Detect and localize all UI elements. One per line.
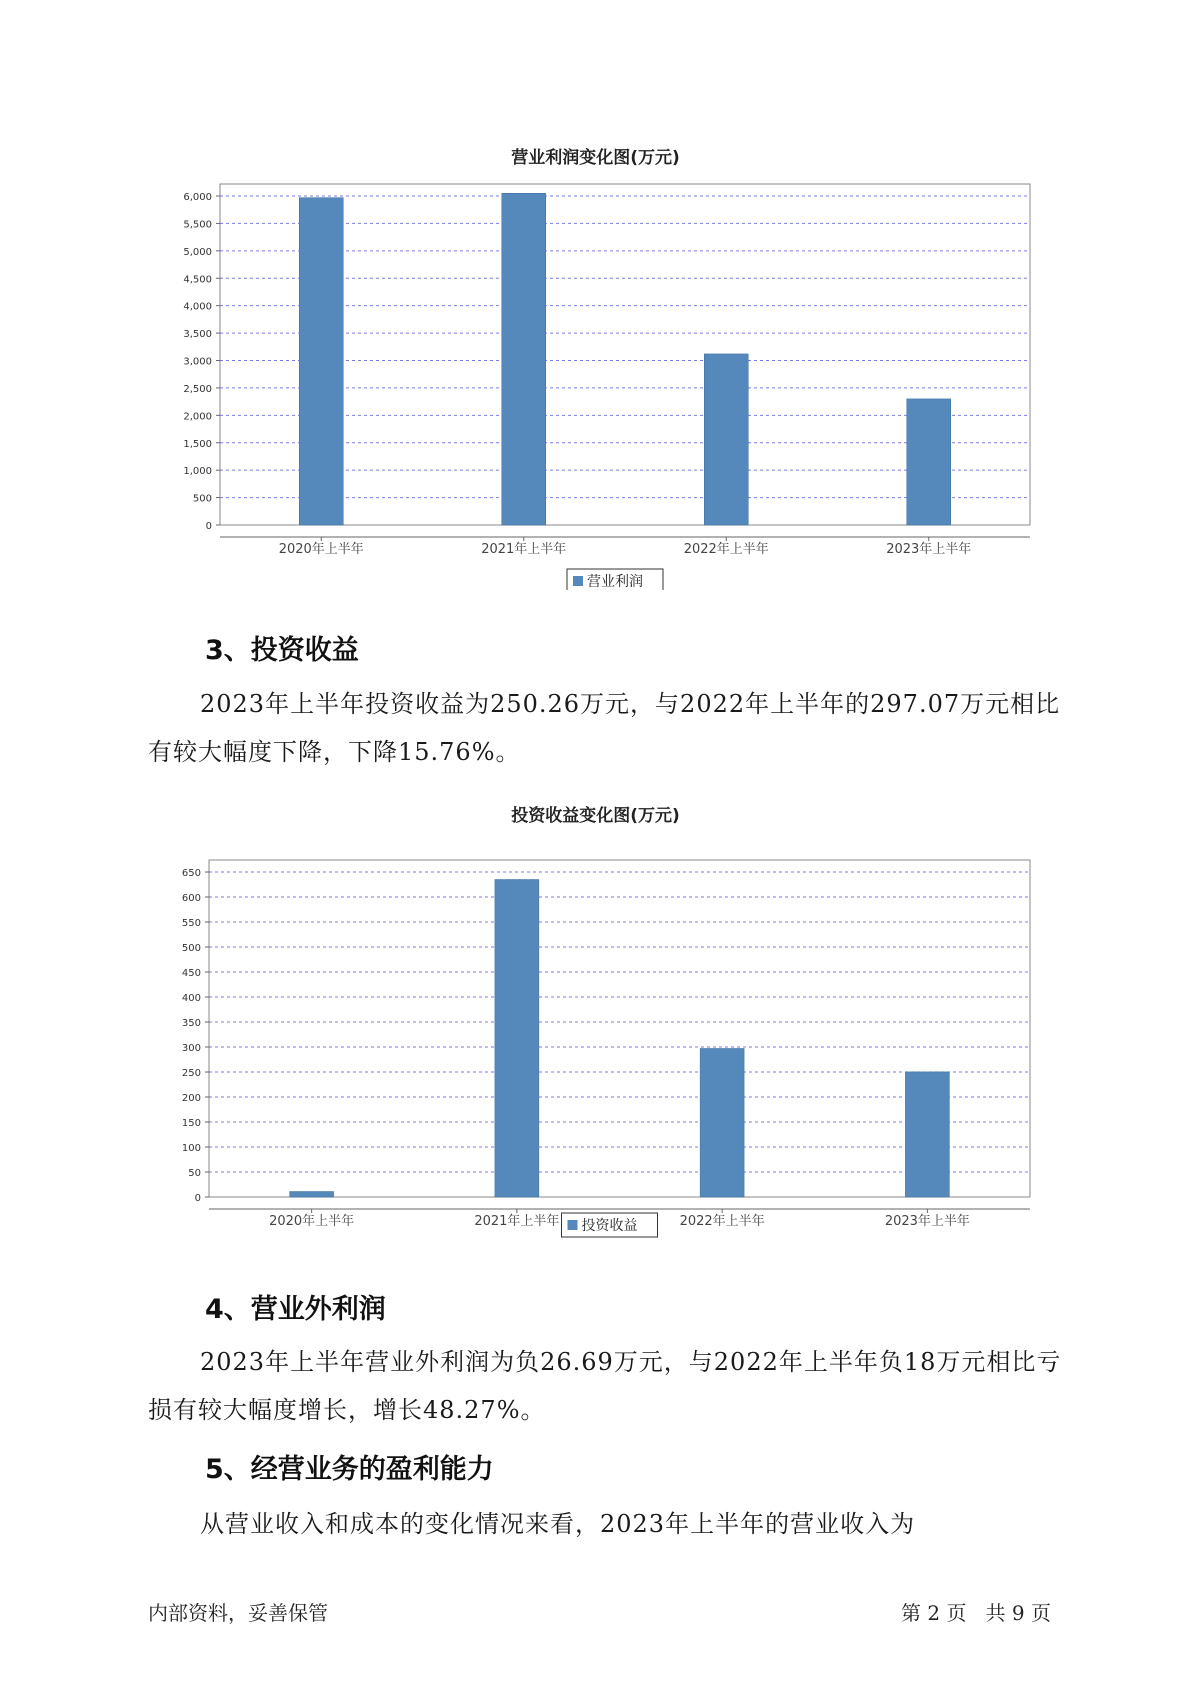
y-tick-label: 500 — [181, 943, 201, 954]
y-tick-label: 200 — [181, 1093, 201, 1104]
bar-2020年上半年 — [290, 1192, 334, 1198]
y-tick-label: 2,500 — [183, 383, 212, 395]
y-tick-label: 5,000 — [183, 246, 212, 258]
x-tick-label: 2023年上半年 — [886, 542, 972, 557]
section-4-heading: 4、营业外利润 — [205, 1294, 386, 1325]
y-tick-label: 400 — [181, 993, 201, 1004]
y-tick-label: 150 — [181, 1118, 201, 1129]
y-tick-label: 0 — [205, 521, 212, 532]
section-5-heading: 5、经营业务的盈利能力 — [205, 1454, 494, 1485]
bar-2023年上半年 — [905, 1072, 949, 1197]
legend-label: 投资收益 — [581, 1218, 638, 1234]
bar-2021年上半年 — [502, 193, 546, 525]
y-tick-label: 3,000 — [183, 356, 212, 368]
y-tick-label: 5,500 — [183, 219, 212, 231]
legend-label: 营业利润 — [587, 574, 643, 590]
section-4-paragraph: 2023年上半年营业外利润为负26.69万元，与2022年上半年负18万元相比亏损有较大幅度增长，增长48.27%。 — [148, 1348, 1062, 1424]
y-tick-label: 1,000 — [183, 466, 212, 478]
y-tick-label: 1,500 — [183, 438, 212, 450]
x-tick-label: 2023年上半年 — [884, 1214, 970, 1229]
y-tick-label: 600 — [181, 893, 201, 904]
y-tick-label: 250 — [181, 1068, 201, 1079]
y-tick-label: 6,000 — [183, 192, 212, 203]
footer-confidential: 内部资料，妥善保管 — [148, 1601, 328, 1625]
y-tick-label: 350 — [181, 1018, 201, 1029]
section-5-paragraph: 从营业收入和成本的变化情况来看，2023年上半年的营业收入为 — [200, 1510, 916, 1538]
op-profit-chart-title: 营业利润变化图(万元) — [511, 148, 680, 168]
bar-2021年上半年 — [495, 880, 539, 1198]
y-tick-label: 4,500 — [183, 274, 212, 286]
x-tick-label: 2022年上半年 — [679, 1214, 765, 1229]
section-3-heading: 3、投资收益 — [205, 635, 359, 666]
y-tick-label: 650 — [181, 868, 201, 879]
invest-income-chart-title: 投资收益变化图(万元) — [511, 806, 680, 826]
y-tick-label: 2,000 — [183, 411, 212, 423]
bar-2023年上半年 — [907, 399, 951, 525]
y-tick-label: 450 — [181, 968, 201, 979]
y-tick-label: 50 — [188, 1168, 201, 1179]
bar-2020年上半年 — [299, 198, 343, 525]
y-tick-label: 500 — [192, 493, 212, 505]
legend-swatch — [568, 1220, 578, 1230]
y-tick-label: 550 — [181, 918, 201, 929]
x-tick-label: 2021年上半年 — [474, 1214, 560, 1229]
section-3-paragraph: 2023年上半年投资收益为250.26万元，与2022年上半年的297.07万元相比有较大幅度下降，下降15.76%。 — [148, 690, 1061, 766]
x-tick-label: 2020年上半年 — [278, 542, 364, 557]
y-tick-label: 3,500 — [183, 329, 212, 341]
y-tick-label: 4,000 — [183, 301, 212, 313]
y-tick-label: 300 — [181, 1043, 201, 1054]
invest-income-chart — [0, 830, 1191, 1240]
footer-page-number: 第 2 页 共 9 页 — [901, 1601, 1051, 1625]
legend-swatch — [573, 576, 583, 586]
op-profit-chart — [0, 170, 1191, 590]
y-tick-label: 0 — [194, 1193, 201, 1204]
bar-2022年上半年 — [700, 1048, 744, 1197]
y-tick-label: 100 — [181, 1143, 201, 1154]
x-tick-label: 2020年上半年 — [269, 1214, 355, 1229]
x-tick-label: 2021年上半年 — [481, 542, 567, 557]
x-tick-label: 2022年上半年 — [683, 542, 769, 557]
bar-2022年上半年 — [704, 354, 748, 525]
